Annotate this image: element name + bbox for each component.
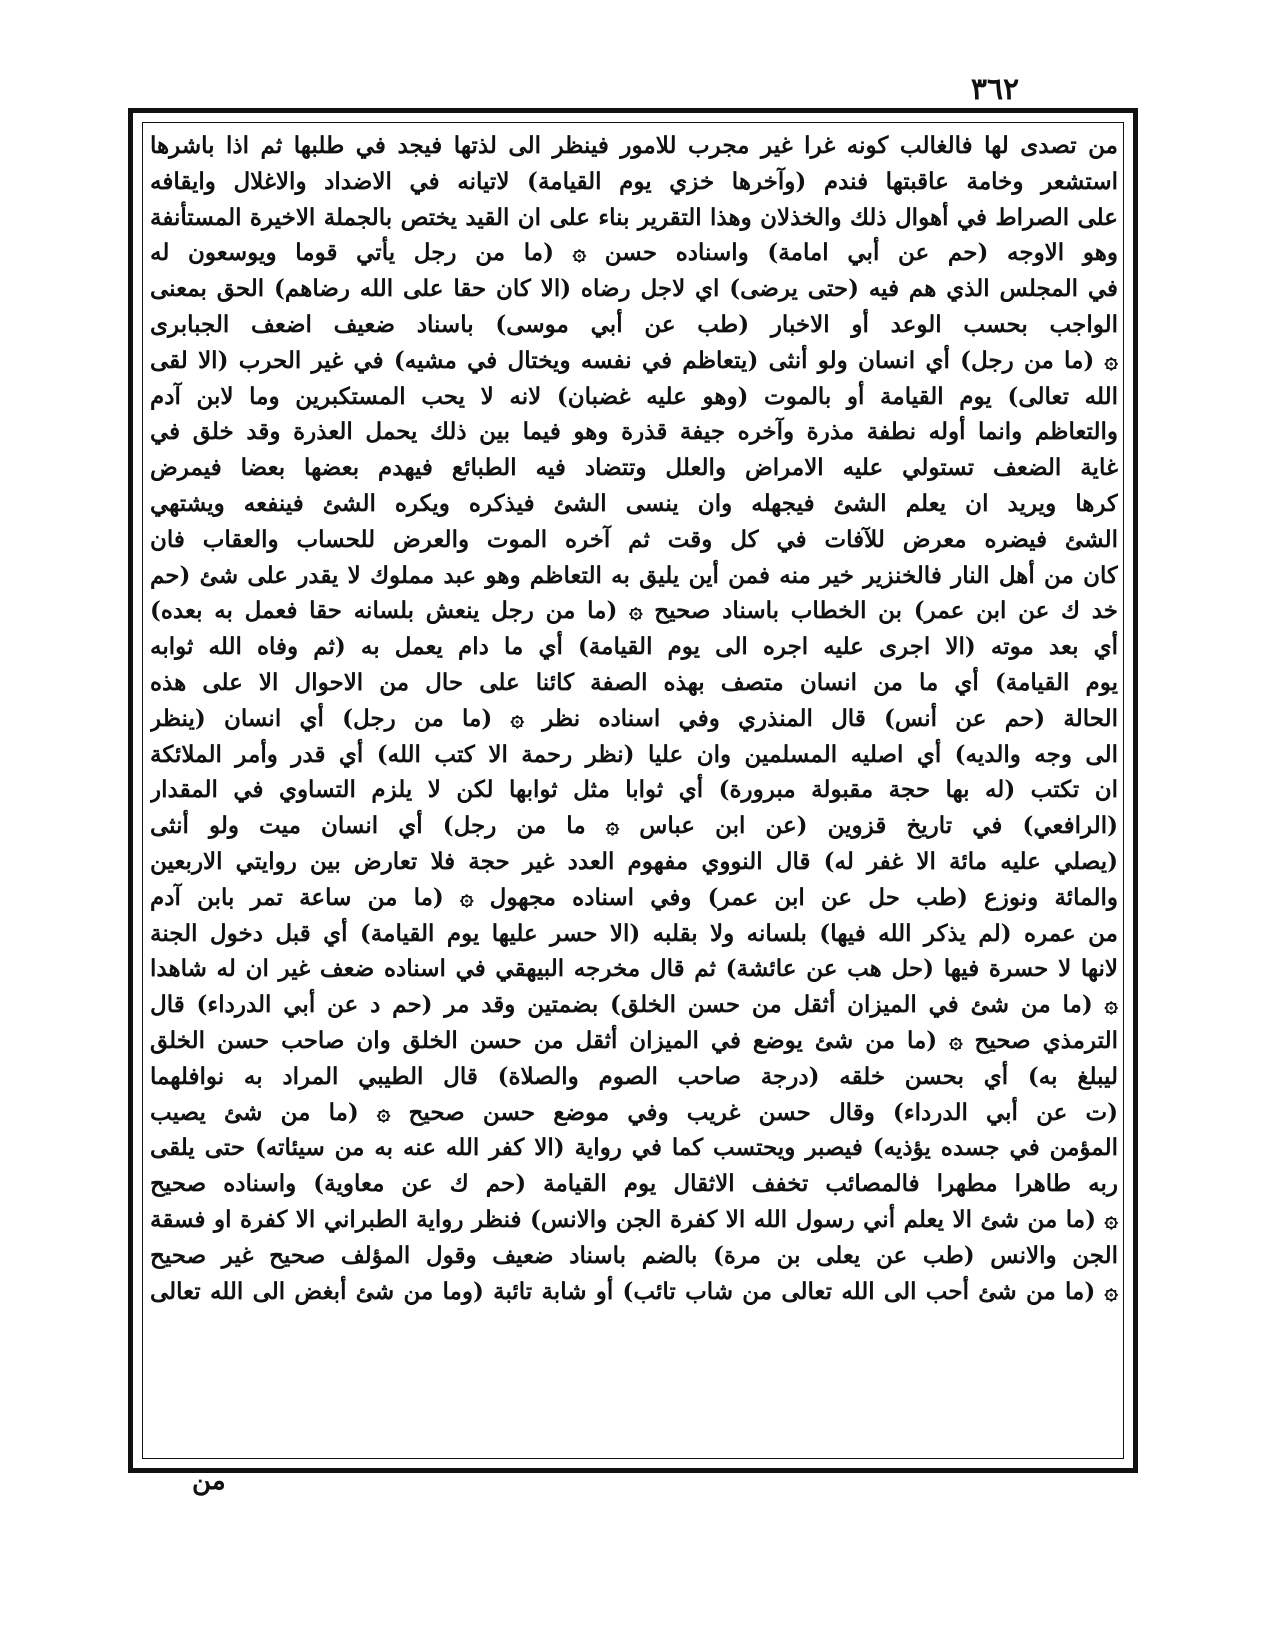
text-line: الى وجه والديه) أي اصليه المسلمين وان عليا (نظر رحمة الا كتب الله) أي قدر وأمر الملائكة	[150, 740, 1118, 768]
text-line: الواجب بحسب الوعد أو الاخبار (طب عن أبي موسى) باسناد ضعيف اضعف الجبابرى	[150, 310, 1118, 338]
text-line: والمائة ونوزع (طب حل عن ابن عمر) وفي اسناده مجهول ۞ (ما من ساعة تمر بابن آدم	[150, 883, 1118, 911]
catchword: من	[192, 1466, 226, 1496]
text-line: كرها ويريد ان يعلم الشئ فيجهله وان ينسى الشئ فيذكره ويكره الشئ فينفعه ويشتهي	[150, 489, 1118, 517]
text-line: الشئ فيضره معرض للآفات في كل وقت ثم آخره الموت والعرض للحساب والعقاب فان	[150, 525, 1118, 553]
text-line: الله تعالى) يوم القيامة أو بالموت (وهو عليه غضبان) لانه لا يحب المستكبرين وما لابن آدم	[150, 382, 1118, 410]
text-line: ۞ (ما من شئ في الميزان أثقل من حسن الخلق) بضمتين وقد مر (حم د عن أبي الدرداء) قال	[150, 991, 1118, 1019]
text-line: خد ك عن ابن عمر) بن الخطاب باسناد صحيح ۞ (ما من رجل ينعش بلسانه حقا فعمل به بعده)	[150, 597, 1118, 625]
text-line: استشعر وخامة عاقبتها فندم (وآخرها خزي يوم القيامة) لاتيانه في الاضداد والاغلال وايقافه	[150, 167, 1118, 195]
main-text	[150, 128, 1118, 1456]
text-line: (الرافعي) في تاريخ قزوين (عن ابن عباس ۞ ما من رجل) أي انسان ميت ولو أنثى	[150, 812, 1118, 840]
text-line: كان من أهل النار فالخنزير خير منه فمن أين يليق به التعاظم وهو عبد مملوك لا يقدر على شئ (حم	[150, 561, 1118, 589]
text-line: (ت عن أبي الدرداء) وقال حسن غريب وفي موضع حسن صحيح ۞ (ما من شئ يصيب	[150, 1098, 1118, 1126]
text-line: ۞ (ما من شئ أحب الى الله تعالى من شاب تائب) أو شابة تائبة (وما من شئ أبغض الى الله تعالى	[150, 1277, 1118, 1305]
text-line: والتعاظم وانما أوله نطفة مذرة وآخره جيفة قذرة وهو فيما بين ذلك يحمل العذرة وقد خلق في	[150, 418, 1118, 446]
text-line: أي بعد موته (الا اجرى عليه اجره الى يوم القيامة) أي ما دام يعمل به (ثم وفاه الله ثوابه	[150, 633, 1118, 661]
text-line: (يصلي عليه مائة الا غفر له) قال النووي مفهوم العدد غير حجة فلا تعارض بين روايتي الاربعين	[150, 847, 1118, 875]
text-line: في المجلس الذي هم فيه (حتى يرضى) اي لاجل رضاه (الا كان حقا على الله رضاهم) الحق بمعنى	[150, 275, 1118, 303]
text-line: الحالة (حم عن أنس) قال المنذري وفي اسناده نظر ۞ (ما من رجل) أي انسان (ينظر	[150, 704, 1118, 732]
text-line: لانها لا حسرة فيها (حل هب عن عائشة) ثم قال مخرجه البيهقي في اسناده ضعف غير ان له شاهدا	[150, 955, 1118, 983]
text-line: ۞ (ما من شئ الا يعلم أني رسول الله الا كفرة الجن والانس) فنظر رواية الطبراني الا كفرة او فسقة	[150, 1205, 1118, 1233]
text-line: ليبلغ به) أي بحسن خلقه (درجة صاحب الصوم والصلاة) قال الطيبي المراد به نوافلهما	[150, 1062, 1118, 1090]
text-line: ربه طاهرا مطهرا فالمصائب تخفف الاثقال يوم القيامة (حم ك عن معاوية) واسناده صحيح	[150, 1170, 1118, 1198]
text-line: غاية الضعف تستولي عليه الامراض والعلل وتتضاد فيه الطبائع فيهدم بعضها بعضا فيمرض	[150, 454, 1118, 482]
text-line: على الصراط في أهوال ذلك والخذلان وهذا التقرير بناء على ان القيد يختص بالجملة الاخيرة المستأنفة	[150, 203, 1118, 231]
text-line: ان تكتب (له بها حجة مقبولة مبرورة) أي ثوابا مثل ثوابها لكن لا يلزم التساوي في المقدار	[150, 776, 1118, 804]
text-line: الترمذي صحيح ۞ (ما من شئ يوضع في الميزان أثقل من حسن الخلق وان صاحب حسن الخلق	[150, 1026, 1118, 1054]
page-number: ٣٦٢	[970, 72, 1020, 107]
text-line: الجن والانس (طب عن يعلى بن مرة) بالضم باسناد ضعيف وقول المؤلف صحيح غير صحيح	[150, 1241, 1118, 1269]
text-line: ۞ (ما من رجل) أي انسان ولو أنثى (يتعاظم في نفسه ويختال في مشيه) في غير الحرب (الا لقى	[150, 346, 1118, 374]
text-line: وهو الاوجه (حم عن أبي امامة) واسناده حسن ۞ (ما من رجل يأتي قوما ويوسعون له	[150, 239, 1118, 267]
text-line: من عمره (لم يذكر الله فيها) بلسانه ولا بقلبه (الا حسر عليها يوم القيامة) أي قبل دخول الجنة	[150, 919, 1118, 947]
text-line: يوم القيامة) أي ما من انسان متصف بهذه الصفة كائنا على حال من الاحوال الا على هذه	[150, 668, 1118, 696]
text-line: المؤمن في جسده يؤذيه) فيصبر ويحتسب كما في رواية (الا كفر الله عنه به من سيئاته) حتى يلقى	[150, 1134, 1118, 1162]
text-line: من تصدى لها فالغالب كونه غرا غير مجرب للامور فينظر الى لذتها فيجد في طلبها ثم اذا باشرها	[150, 132, 1118, 159]
